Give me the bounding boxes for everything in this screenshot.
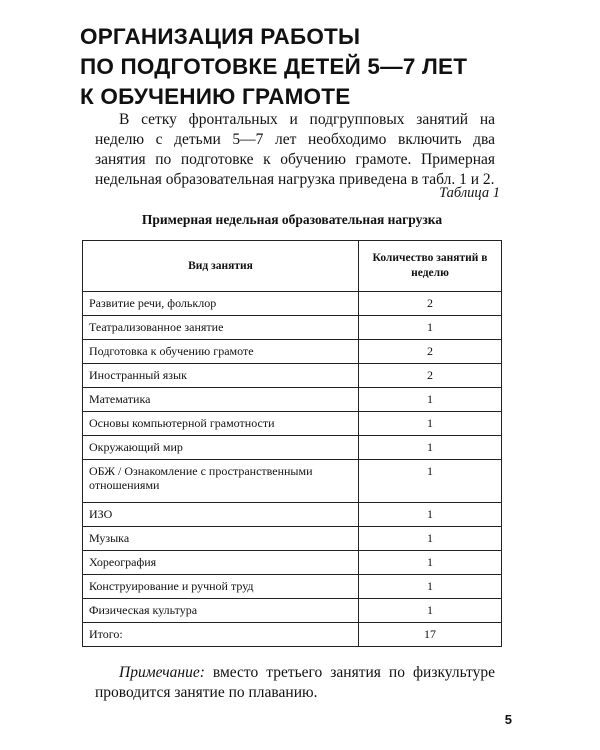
count-cell: 2 bbox=[359, 340, 502, 364]
activity-cell: ОБЖ / Ознакомление с пространственными отношениями bbox=[83, 460, 359, 503]
count-cell: 1 bbox=[359, 316, 502, 340]
count-cell: 1 bbox=[359, 575, 502, 599]
activity-cell: Музыка bbox=[83, 527, 359, 551]
table-row bbox=[83, 599, 502, 623]
count-cell: 1 bbox=[359, 527, 502, 551]
count-cell: 1 bbox=[359, 503, 502, 527]
table-row bbox=[83, 340, 502, 364]
activity-cell: Физическая культура bbox=[83, 599, 359, 623]
note-label: Примечание: bbox=[119, 664, 205, 681]
header-activity: Вид занятия bbox=[83, 241, 359, 292]
table-row bbox=[83, 575, 502, 599]
activity-cell: Иностранный язык bbox=[83, 364, 359, 388]
title-line: К ОБУЧЕНИЮ ГРАМОТЕ bbox=[80, 84, 351, 109]
activity-cell: Театрализованное занятие bbox=[83, 316, 359, 340]
note-text: вместо третьего занятия по физкультуре проводится занятие по плаванию. bbox=[95, 664, 495, 701]
count-cell: 1 bbox=[359, 599, 502, 623]
count-cell: 1 bbox=[359, 388, 502, 412]
table-row bbox=[83, 436, 502, 460]
activity-cell: Основы компьютерной грамотности bbox=[83, 412, 359, 436]
header-count: Количество занятий в неделю bbox=[359, 241, 502, 292]
activity-cell: Хореография bbox=[83, 551, 359, 575]
title-line: ОРГАНИЗАЦИЯ РАБОТЫ bbox=[80, 24, 361, 49]
table-label: Таблица 1 bbox=[439, 185, 500, 201]
page-title bbox=[80, 22, 540, 112]
table-header-row bbox=[83, 241, 502, 292]
count-cell: 1 bbox=[359, 551, 502, 575]
activity-cell: Подготовка к обучению грамоте bbox=[83, 340, 359, 364]
activity-cell: Математика bbox=[83, 388, 359, 412]
count-cell: 1 bbox=[359, 436, 502, 460]
note-paragraph bbox=[95, 663, 495, 703]
table-row bbox=[83, 316, 502, 340]
table-row bbox=[83, 292, 502, 316]
count-cell: 2 bbox=[359, 364, 502, 388]
table-total-row bbox=[83, 623, 502, 647]
page-number: 5 bbox=[504, 712, 512, 727]
table-row bbox=[83, 551, 502, 575]
table-caption: Примерная недельная образовательная нагрузка bbox=[141, 212, 443, 227]
activity-cell: Конструирование и ручной труд bbox=[83, 575, 359, 599]
title-line: ПО ПОДГОТОВКЕ ДЕТЕЙ 5—7 ЛЕТ bbox=[80, 54, 468, 79]
table-row bbox=[83, 388, 502, 412]
table-row bbox=[83, 412, 502, 436]
activity-cell: ИЗО bbox=[83, 503, 359, 527]
workload-table bbox=[82, 240, 502, 647]
table-row bbox=[83, 527, 502, 551]
count-cell: 1 bbox=[359, 460, 502, 503]
activity-cell: Развитие речи, фольклор bbox=[83, 292, 359, 316]
table-row bbox=[83, 364, 502, 388]
total-count-cell: 17 bbox=[359, 623, 502, 647]
count-cell: 2 bbox=[359, 292, 502, 316]
activity-cell: Окружающий мир bbox=[83, 436, 359, 460]
total-label-cell: Итого: bbox=[83, 623, 359, 647]
table-row bbox=[83, 503, 502, 527]
table-row bbox=[83, 460, 502, 503]
count-cell: 1 bbox=[359, 412, 502, 436]
intro-paragraph: В сетку фронтальных и подгрупповых занятий на неделю с детьми 5—7 лет необходимо включить два занятия по подготовке к обучению грамоте. Примерная недельная образовательная нагрузка приведена в табл. 1 и 2. bbox=[95, 111, 495, 188]
